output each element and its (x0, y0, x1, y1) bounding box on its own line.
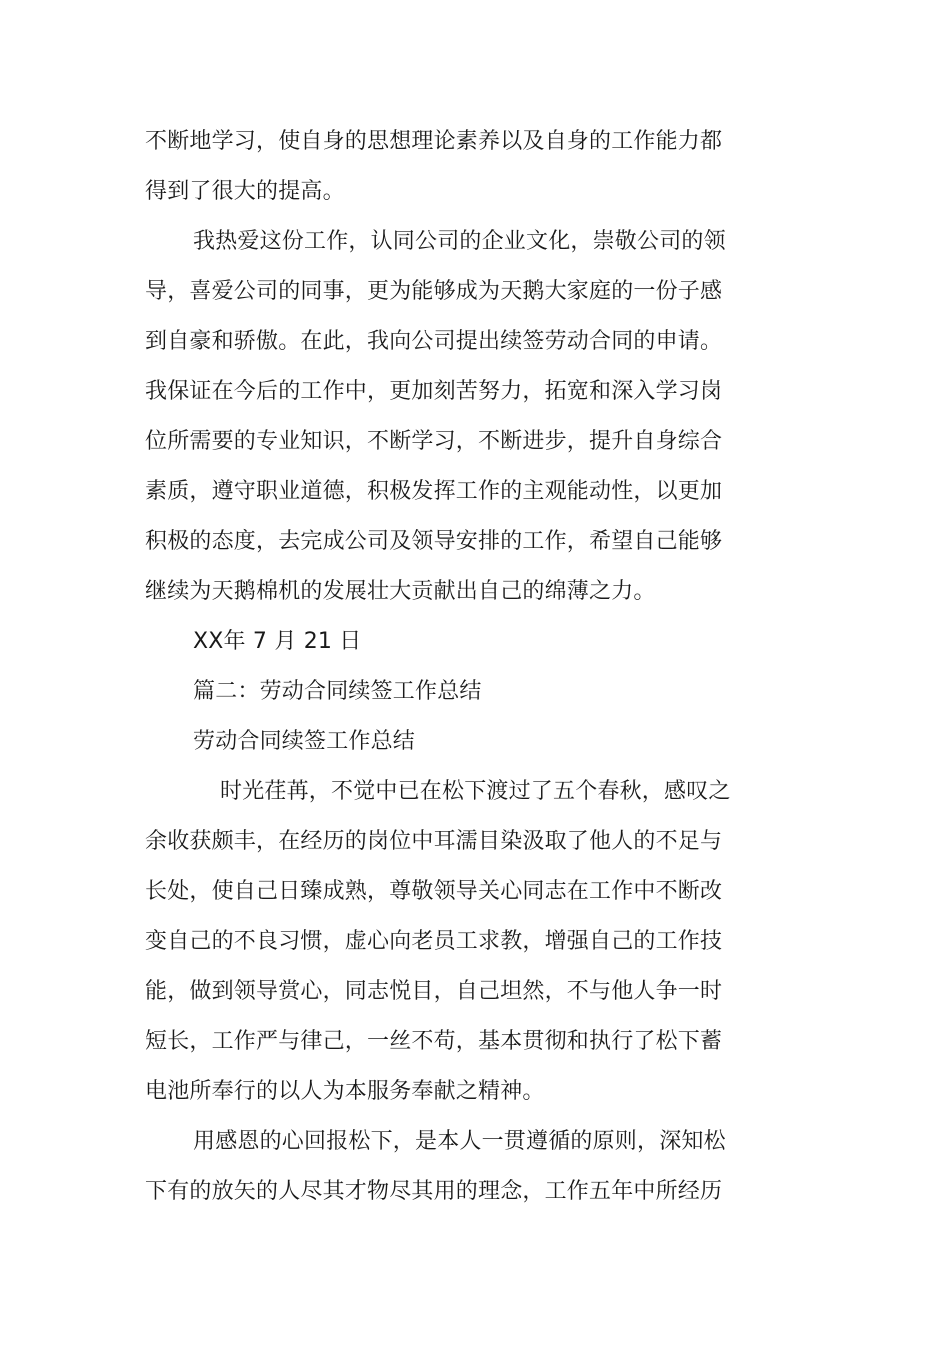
text-line: 我保证在今后的工作中，更加刻苦努力，拓宽和深入学习岗 (145, 379, 723, 404)
text-line: 短长，工作严与律己，一丝不苟，基本贯彻和执行了松下蓄 (145, 1029, 723, 1054)
text-line: 电池所奉行的以人为本服务奉献之精神。 (145, 1079, 545, 1104)
text-line: 积极的态度，去完成公司及领导安排的工作，希望自己能够 (145, 529, 723, 554)
text-line: 得到了很大的提高。 (145, 179, 345, 204)
paragraph-start-line: 时光荏苒，不觉中已在松下渡过了五个春秋，感叹之 (220, 779, 731, 804)
text-line: 不断地学习，使自身的思想理论素养以及自身的工作能力都 (145, 129, 723, 154)
text-line: 能，做到领导赏心，同志悦目，自己坦然，不与他人争一时 (145, 979, 723, 1004)
paragraph-start-line: 用感恩的心回报松下，是本人一贯遵循的原则，深知松 (193, 1129, 726, 1154)
text-line: 素质，遵守职业道德，积极发挥工作的主观能动性，以更加 (145, 479, 723, 504)
section-title: 劳动合同续签工作总结 (193, 729, 416, 754)
text-line: 到自豪和骄傲。在此，我向公司提出续签劳动合同的申请。 (145, 329, 723, 354)
text-line: 位所需要的专业知识，不断学习，不断进步，提升自身综合 (145, 429, 723, 454)
text-line: 导，喜爱公司的同事，更为能够成为天鹅大家庭的一份子感 (145, 279, 723, 304)
date-line: XX年 7 月 21 日 (193, 629, 362, 654)
section-heading: 篇二：劳动合同续签工作总结 (193, 679, 482, 704)
text-line: 余收获颇丰，在经历的岗位中耳濡目染汲取了他人的不足与 (145, 829, 723, 854)
text-line: 变自己的不良习惯，虚心向老员工求教，增强自己的工作技 (145, 929, 723, 954)
text-line: 下有的放矢的人尽其才物尽其用的理念，工作五年中所经历 (145, 1179, 723, 1204)
paragraph-start-line: 我热爱这份工作，认同公司的企业文化，崇敬公司的领 (193, 229, 726, 254)
text-line: 继续为天鹅棉机的发展壮大贡献出自己的绵薄之力。 (145, 579, 656, 604)
text-line: 长处，使自己日臻成熟，尊敬领导关心同志在工作中不断改 (145, 879, 723, 904)
